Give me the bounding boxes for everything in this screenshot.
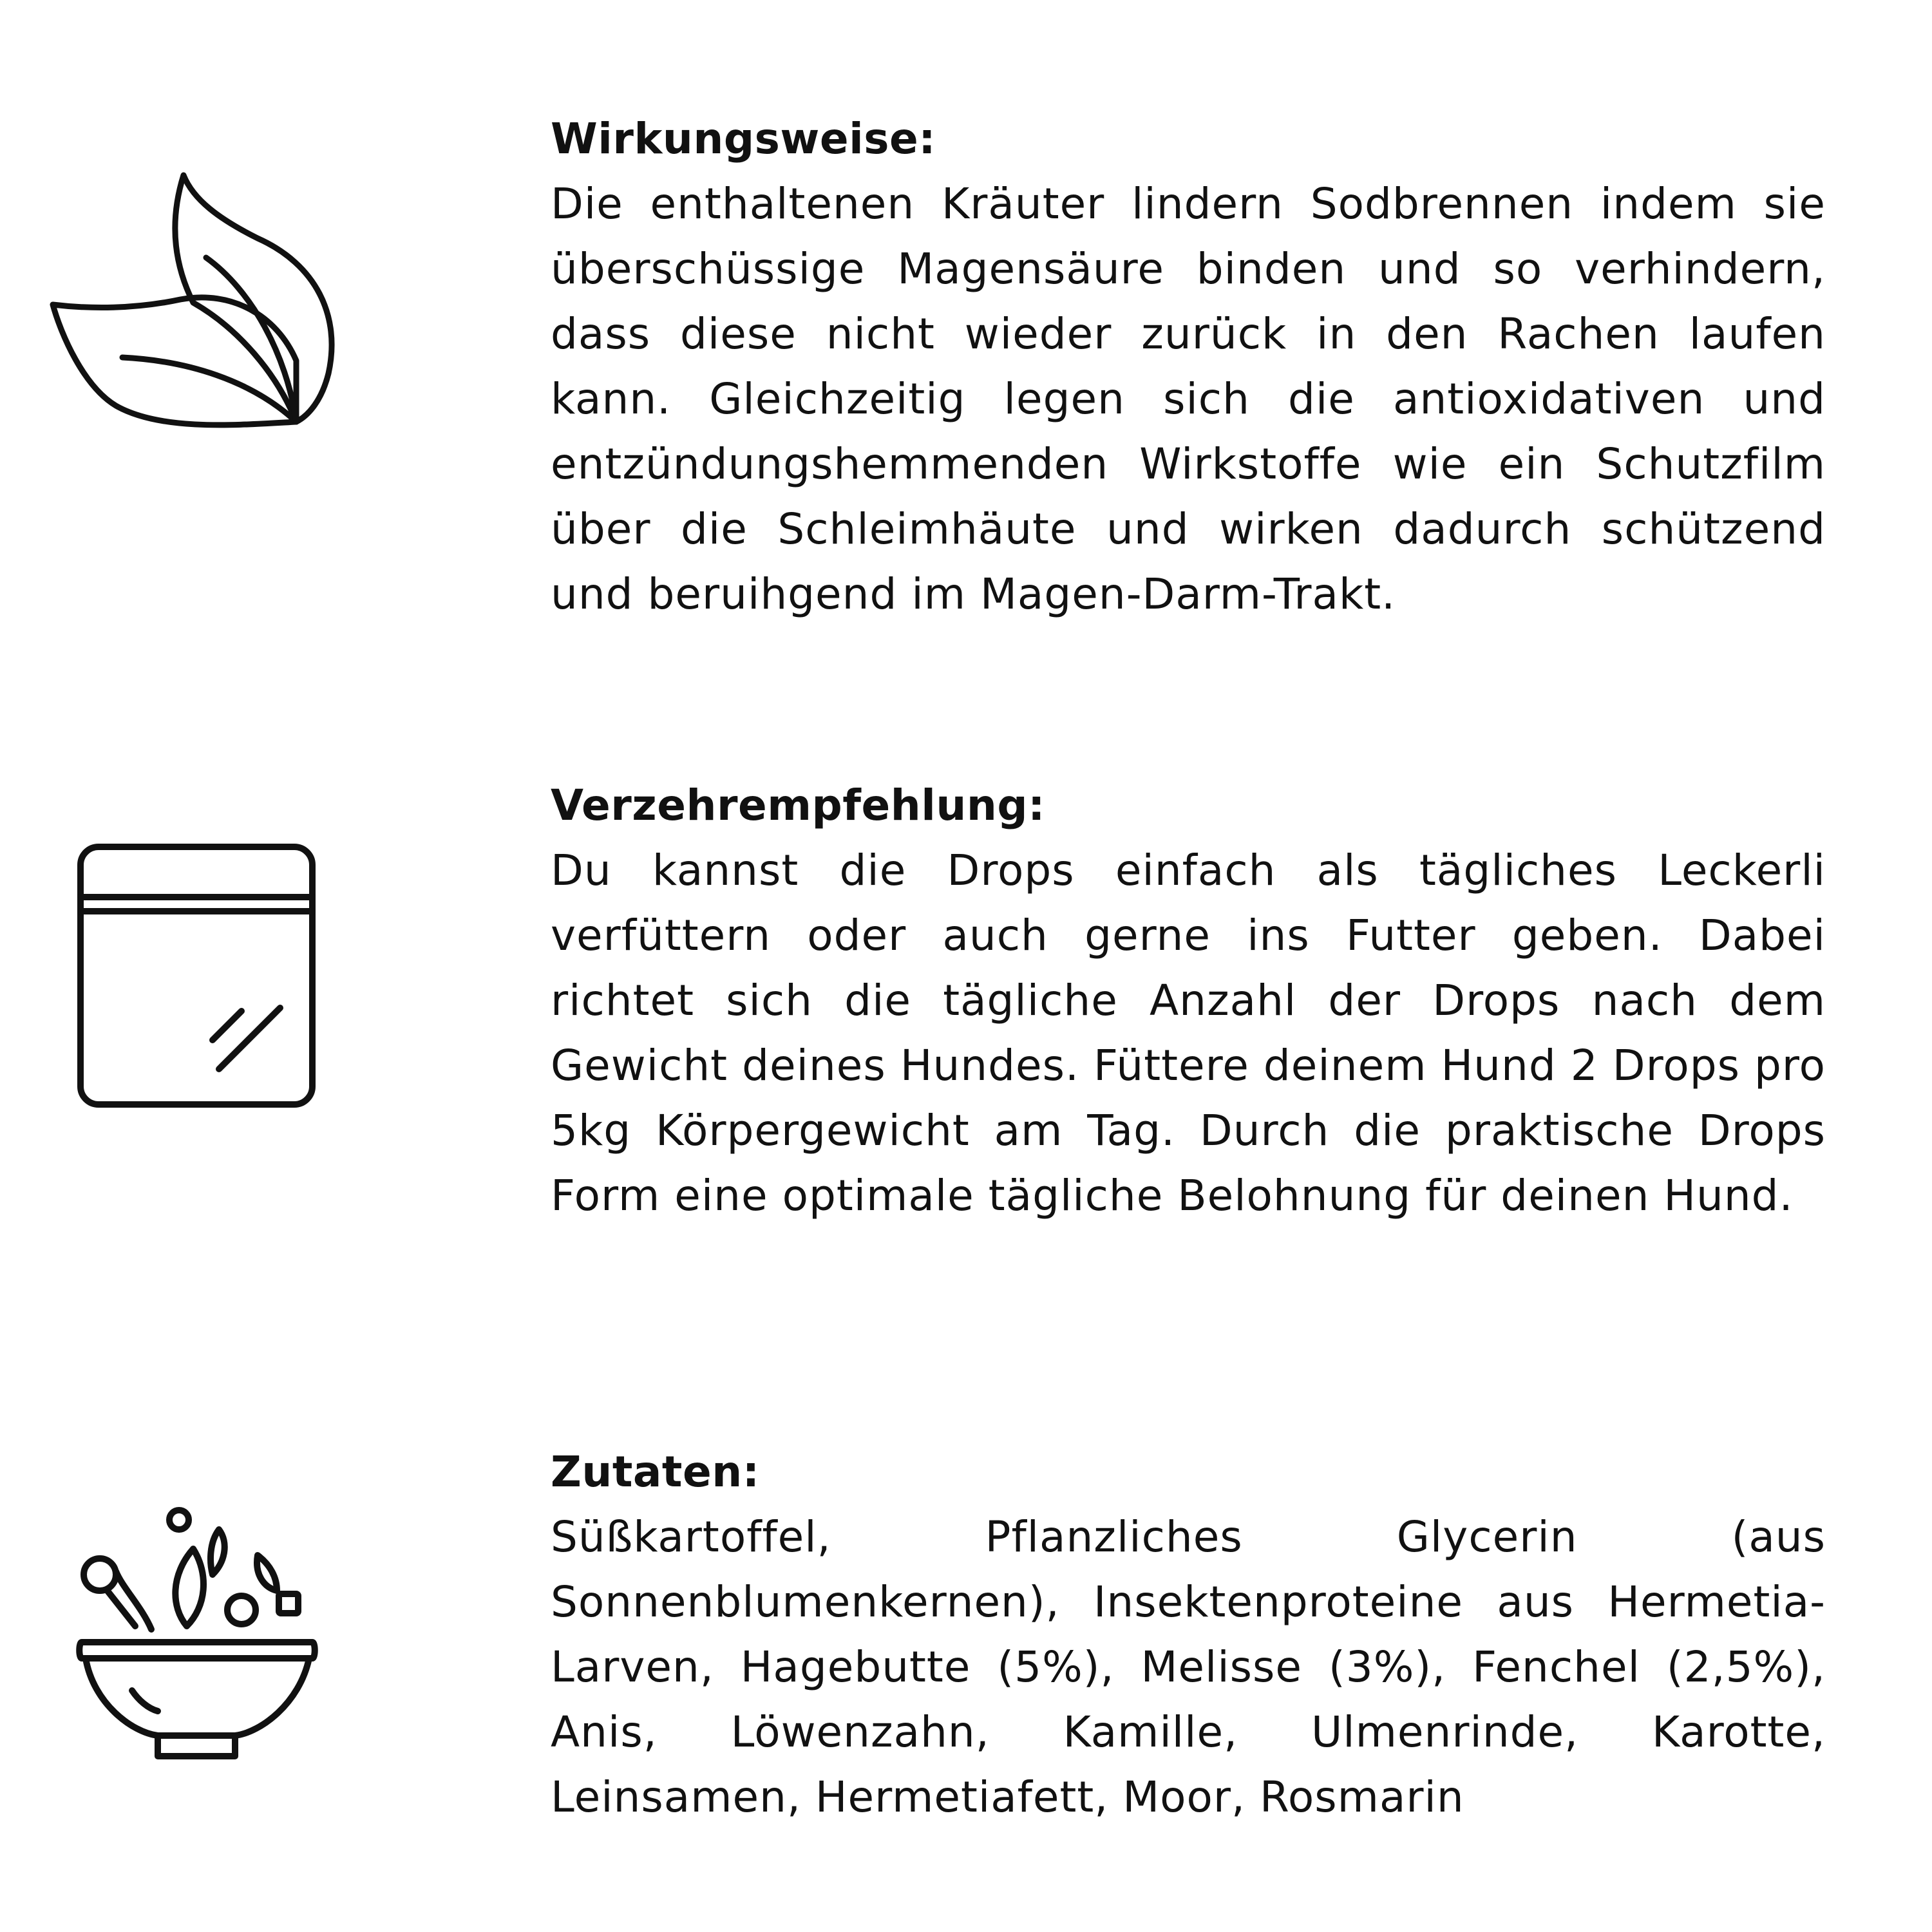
section-body: Die enthaltenen Kräuter lindern Sodbrennen indem sie überschüssige Magensäure binden und so verhindern, dass diese nicht wieder zurück in den Rachen laufen kann. Gleichzeitig legen sich die antioxidativen und entzündungshemmenden Wirkstoffe wie ein Schutzfilm über die Schleimhäute und wirken dadurch schützend und beruihgend im Magen-Darm-Trakt.: [551, 179, 1826, 619]
section-body: Süßkartoffel, Pflanzliches Glycerin (aus Sonnenblumenkernen), Insektenproteine aus Hermetia-Larven, Hagebutte (5%), Melisse (3%), Fenchel (2,5%), Anis, Löwenzahn, Kamille, Ulmenrinde, Karotte, Leinsamen, Hermetiafett, Moor, Rosmarin: [551, 1512, 1826, 1822]
wirkungsweise-text-block: [551, 106, 1826, 627]
section-heading: Zutaten:: [551, 1447, 760, 1497]
section-heading: Verzehrempfehlung:: [551, 781, 1045, 830]
mixing-bowl-icon: [74, 1504, 322, 1768]
zutaten-text-block: [551, 1439, 1826, 1830]
section-heading: Wirkungsweise:: [551, 114, 936, 164]
verzehrempfehlung-text-block: [551, 773, 1826, 1228]
pouch-icon: [74, 840, 322, 1114]
leaf-icon: [45, 167, 341, 438]
section-body: Du kannst die Drops einfach als tägliches Leckerli verfüttern oder auch gerne ins Futter geben. Dabei richtet sich die tägliche Anzahl der Drops nach dem Gewicht deines Hundes. Füttere deinem Hund 2 Drops pro 5kg Körpergewicht am Tag. Durch die praktische Drops Form eine optimale tägliche Belohnung für deinen Hund.: [551, 846, 1826, 1220]
